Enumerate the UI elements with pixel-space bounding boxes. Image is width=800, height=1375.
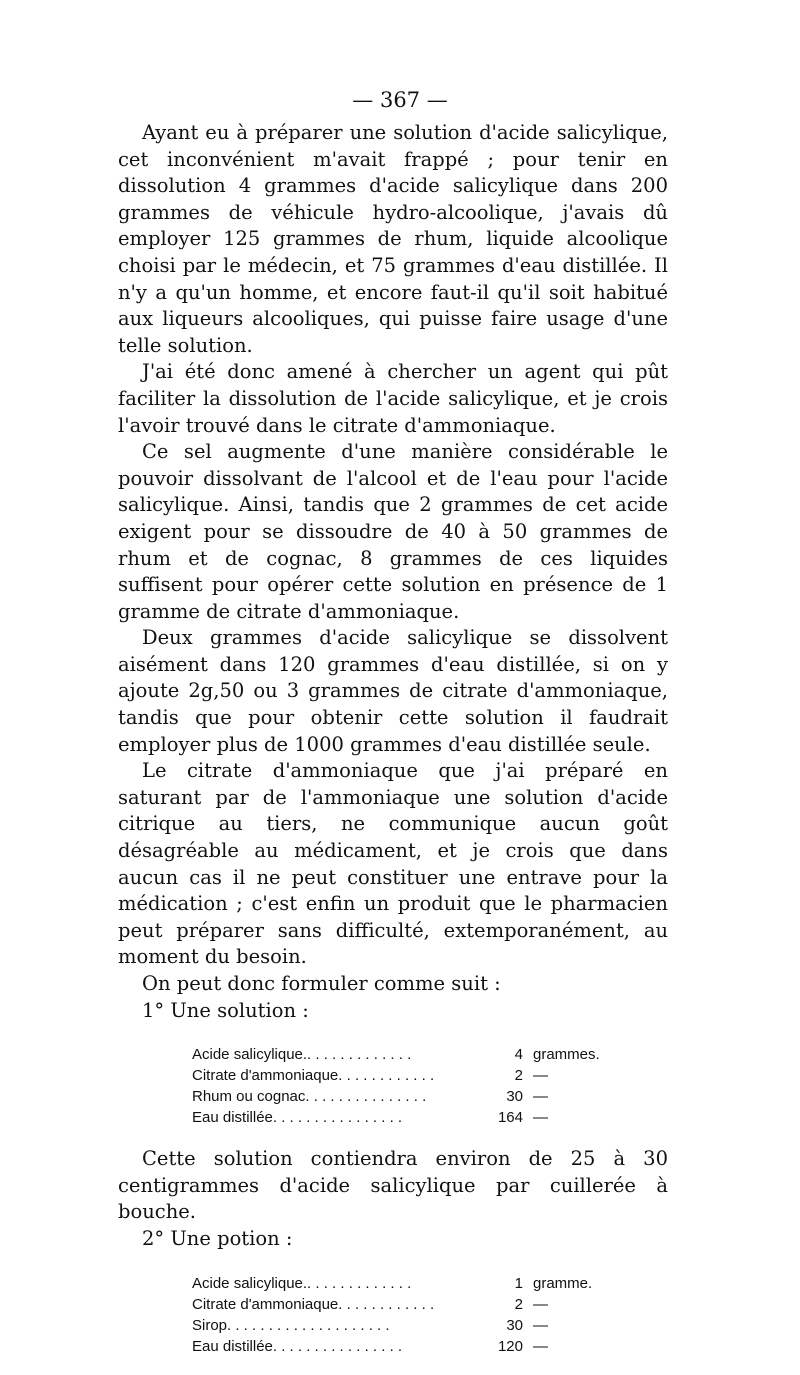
ingredient: Acide salicylique.. . . . . . . . . . . . . [192, 1274, 412, 1292]
potion-heading: 2° Une potion : [142, 1226, 293, 1250]
unit: — [533, 1109, 548, 1127]
recipe-row [192, 1315, 668, 1336]
unit: gramme. [533, 1274, 593, 1292]
body-text [118, 120, 668, 1375]
ingredient: Eau distillée. . . . . . . . . . . . . . . . [192, 1109, 403, 1127]
recipe-row [192, 1336, 668, 1357]
ingredient: Acide salicylique.. . . . . . . . . . . . . [192, 1046, 412, 1064]
ingredient: Citrate d'ammoniaque. . . . . . . . . . . . [192, 1295, 435, 1313]
unit: — [533, 1088, 548, 1106]
recipe-row [192, 1107, 668, 1128]
paragraph: J'ai été donc amené à chercher un agent qui pût faciliter la dissolution de l'acide salicylique, et je crois l'avoir trouvé dans le citrate d'ammoniaque. [118, 360, 668, 437]
unit: — [533, 1295, 548, 1313]
recipe-row [192, 1294, 668, 1315]
paragraph: Ayant eu à préparer une solution d'acide salicylique, cet inconvénient m'avait frappé ; pour tenir en dissolution 4 grammes d'acide salicylique dans 200 grammes de véhicule hydro-alcoolique, j'avais dû employer 125 grammes de rhum, liquide alcoolique choisi par le médecin, et 75 grammes d'eau distillée. Il n'y a qu'un homme, et encore faut-il qu'il soit habitué aux liqueurs alcooliques, qui puisse faire usage d'une telle solution. [118, 121, 668, 357]
quantity: 30 [506, 1088, 523, 1106]
paragraph: Cette solution contiendra environ de 25 à 30 centigrammes d'acide salicylique par cuillerée à bouche. [118, 1147, 668, 1224]
quantity: 120 [497, 1337, 523, 1355]
quantity: 4 [514, 1046, 523, 1064]
paragraph: Ce sel augmente d'une manière considérable le pouvoir dissolvant de l'alcool et de l'eau pour l'acide salicylique. Ainsi, tandis que 2 grammes de cet acide exigent pour se dissoudre de 40 à 50 grammes de rhum et de cognac, 8 grammes de ces liquides suffisent pour opérer cette solution en présence de 1 gramme de citrate d'ammoniaque. [118, 440, 668, 623]
solution-heading: 1° Une solution : [142, 998, 309, 1022]
recipe-row [192, 1065, 668, 1086]
quantity: 1 [514, 1274, 523, 1292]
quantity: 2 [514, 1295, 523, 1313]
quantity: 2 [514, 1067, 523, 1085]
quantity: 30 [506, 1316, 523, 1334]
page-number: — 367 — [352, 88, 448, 112]
unit: — [533, 1337, 548, 1355]
unit: — [533, 1316, 548, 1334]
potion-recipe [192, 1273, 668, 1357]
paragraph: On peut donc formuler comme suit : [142, 972, 501, 995]
unit: — [533, 1067, 548, 1085]
recipe-row [192, 1086, 668, 1107]
ingredient: Eau distillée. . . . . . . . . . . . . . . . [192, 1337, 403, 1355]
ingredient: Rhum ou cognac. . . . . . . . . . . . . . . [192, 1088, 427, 1106]
solution-recipe [192, 1044, 668, 1128]
unit: grammes. [533, 1046, 600, 1064]
ingredient: Citrate d'ammoniaque. . . . . . . . . . . . [192, 1067, 435, 1085]
paragraph: Le citrate d'ammoniaque que j'ai préparé en saturant par de l'ammoniaque une solution d'acide citrique au tiers, ne communique aucun goût désagréable au médicament, et je crois que dans aucun cas il ne peut constituer une entrave pour la médication ; c'est enfin un produit que le pharmacien peut préparer sans difficulté, extemporanément, au moment du besoin. [118, 759, 668, 969]
recipe-row [192, 1273, 668, 1294]
recipe-row [192, 1044, 668, 1065]
quantity: 164 [497, 1109, 523, 1127]
ingredient: Sirop. . . . . . . . . . . . . . . . . . . . [192, 1316, 390, 1334]
paragraph: Deux grammes d'acide salicylique se dissolvent aisément dans 120 grammes d'eau distillée, si on y ajoute 2g,50 ou 3 grammes de citrate d'ammoniaque, tandis que pour obtenir cette solution il faudrait employer plus de 1000 grammes d'eau distillée seule. [118, 626, 668, 756]
